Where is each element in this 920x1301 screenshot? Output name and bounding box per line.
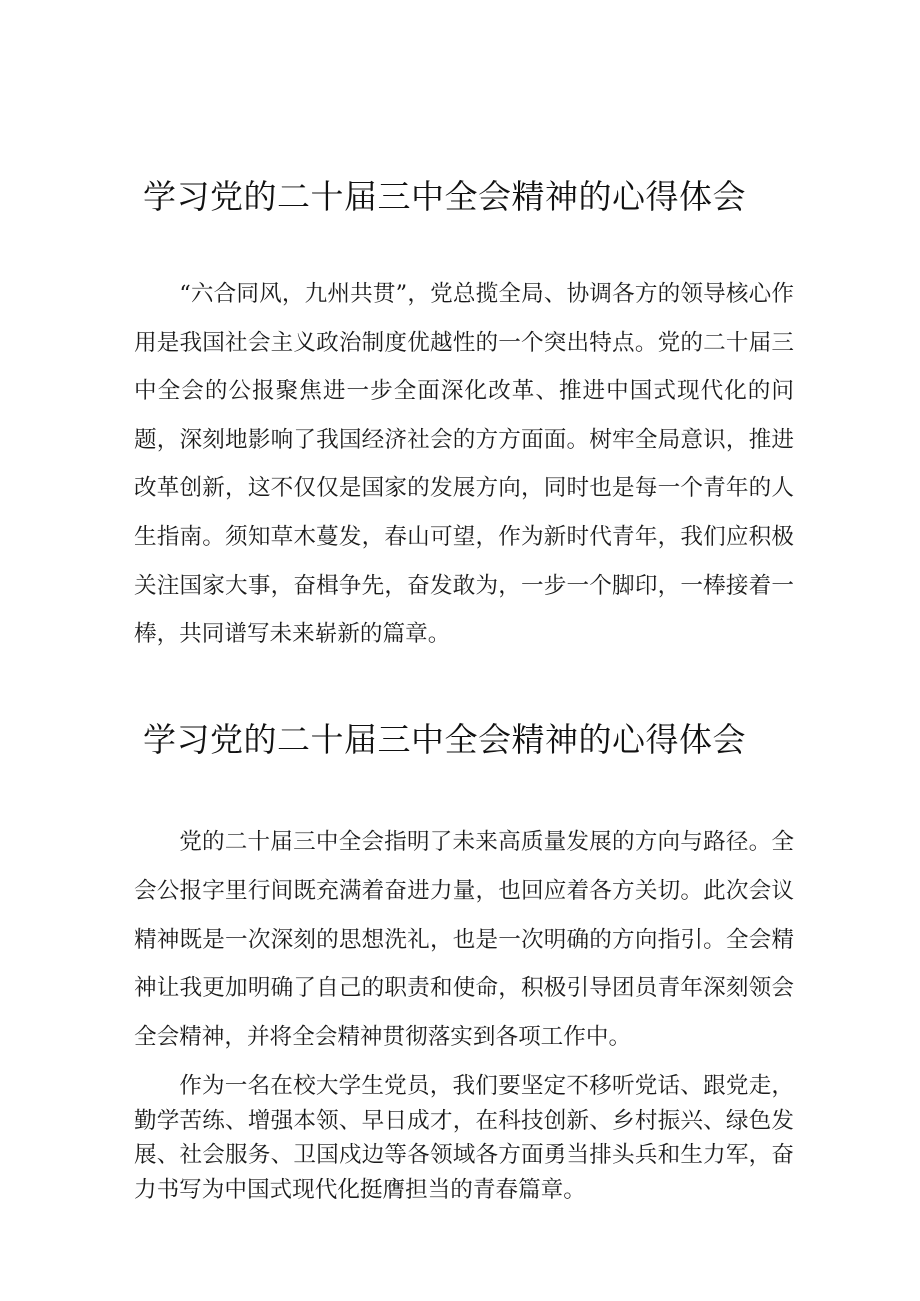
section-2-paragraph-1: 党的二十届三中全会指明了未来高质量发展的方向与路径。全会公报字里行间既充满着奋进力量，也回应着各方关切。此次会议精神既是一次深刻的思想洗礼，也是一次明确的方向指引。全会精神让我更加明确了自己的职责和使命，积极引导团员青年深刻领会全会精神，并将全会精神贯彻落实到各项工作中。 (134, 829, 794, 1051)
section-2-title: 学习党的二十届三中全会精神的心得体会 (143, 720, 746, 759)
section-2-paragraph-2: 作为一名在校大学生党员，我们要坚定不移听党话、跟党走，勤学苦练、增强本领、早日成才，在科技创新、乡村振兴、绿色发展、社会服务、卫国戍边等各领域各方面勇当排头兵和生力军，奋力书写为中国式现代化挺膺担当的青春篇章。 (134, 1073, 794, 1203)
section-1-paragraph: “六合同风，九州共贯”，党总揽全局、协调各方的领导核心作用是我国社会主义政治制度优越性的一个突出特点。党的二十届三中全会的公报聚焦进一步全面深化改革、推进中国式现代化的问题，深刻地影响了我国经济社会的方方面面。树牢全局意识，推进改革创新，这不仅仅是国家的发展方向，同时也是每一个青年的人生指南。须知草木蔓发，春山可望，作为新时代青年，我们应积极关注国家大事，奋楫争先，奋发敢为，一步一个脚印，一棒接着一棒，共同谱写未来崭新的篇章。 (134, 281, 794, 648)
section-1-title: 学习党的二十届三中全会精神的心得体会 (143, 177, 746, 216)
